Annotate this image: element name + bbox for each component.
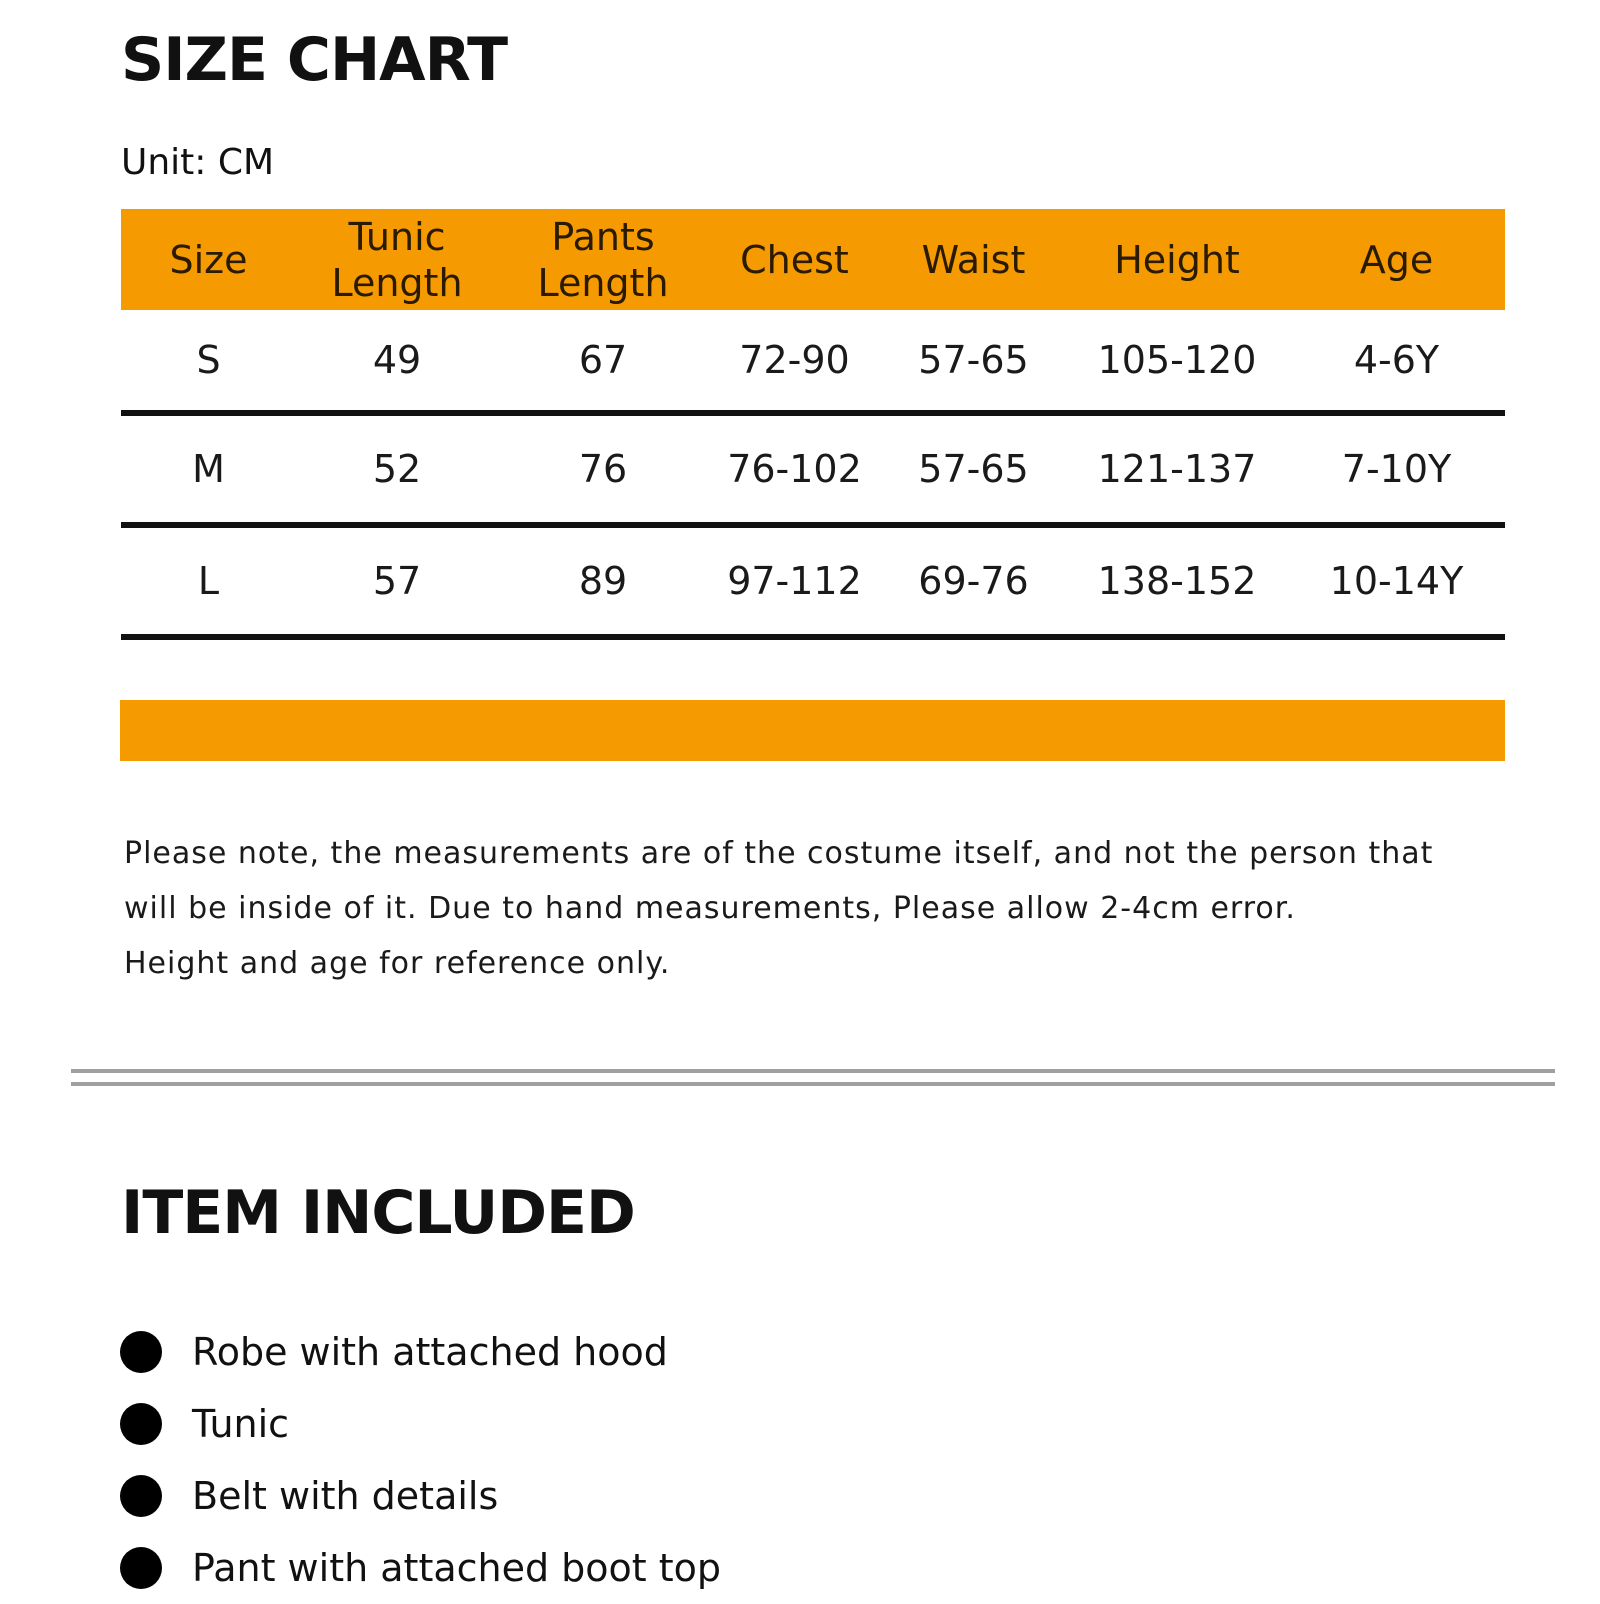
header-waist: Waist: [921, 237, 1026, 282]
list-item: [120, 1316, 721, 1388]
section-divider: [71, 1082, 1555, 1086]
cell-waist: 57-65: [918, 338, 1029, 382]
header-chest: Chest: [740, 237, 849, 282]
item-label: Pant with attached boot top: [192, 1546, 722, 1590]
cell-age: 4-6Y: [1353, 338, 1440, 382]
items-list: [120, 1316, 721, 1604]
note-line: Height and age for reference only.: [124, 946, 671, 981]
orange-divider-bar: [120, 700, 1505, 761]
measurement-note: [124, 826, 1544, 991]
cell-size: L: [197, 559, 220, 603]
bullet-icon: [120, 1547, 162, 1589]
table-row: [121, 310, 1505, 416]
cell-age: 7-10Y: [1341, 447, 1452, 491]
cell-size: S: [196, 338, 221, 382]
cell-pants-length: 89: [578, 559, 628, 603]
list-item: [120, 1388, 721, 1460]
item-label: Tunic: [192, 1402, 290, 1446]
header-age: Age: [1359, 237, 1434, 282]
header-tunic-length: Tunic Length: [331, 214, 463, 305]
cell-chest: 97-112: [727, 559, 862, 603]
cell-waist: 69-76: [918, 559, 1029, 603]
cell-age: 10-14Y: [1329, 559, 1464, 603]
cell-pants-length: 67: [578, 338, 628, 382]
size-chart-title: SIZE CHART: [121, 25, 508, 95]
item-label: Robe with attached hood: [192, 1330, 668, 1374]
header-pants-length: Pants Length: [537, 214, 669, 305]
section-divider: [71, 1069, 1555, 1073]
cell-waist: 57-65: [918, 447, 1029, 491]
size-table: [121, 209, 1505, 640]
item-included-title: ITEM INCLUDED: [121, 1178, 635, 1248]
unit-label: Unit: CM: [121, 142, 275, 183]
cell-tunic-length: 52: [372, 447, 422, 491]
cell-height: 121-137: [1097, 447, 1257, 491]
cell-chest: 72-90: [739, 338, 850, 382]
header-height: Height: [1114, 237, 1240, 282]
table-row: [121, 528, 1505, 640]
note-line: will be inside of it. Due to hand measurements, Please allow 2-4cm error.: [124, 891, 1296, 926]
cell-height: 105-120: [1097, 338, 1257, 382]
cell-tunic-length: 49: [372, 338, 422, 382]
cell-height: 138-152: [1097, 559, 1257, 603]
bullet-icon: [120, 1403, 162, 1445]
cell-pants-length: 76: [578, 447, 628, 491]
bullet-icon: [120, 1331, 162, 1373]
table-row: [121, 416, 1505, 528]
list-item: [120, 1532, 721, 1604]
bullet-icon: [120, 1475, 162, 1517]
cell-tunic-length: 57: [372, 559, 422, 603]
header-size: Size: [169, 237, 248, 282]
cell-chest: 76-102: [727, 447, 862, 491]
cell-size: M: [192, 447, 225, 491]
item-label: Belt with details: [192, 1474, 499, 1518]
table-header-row: [121, 209, 1505, 310]
note-line: Please note, the measurements are of the costume itself, and not the person that: [124, 836, 1434, 871]
list-item: [120, 1460, 721, 1532]
